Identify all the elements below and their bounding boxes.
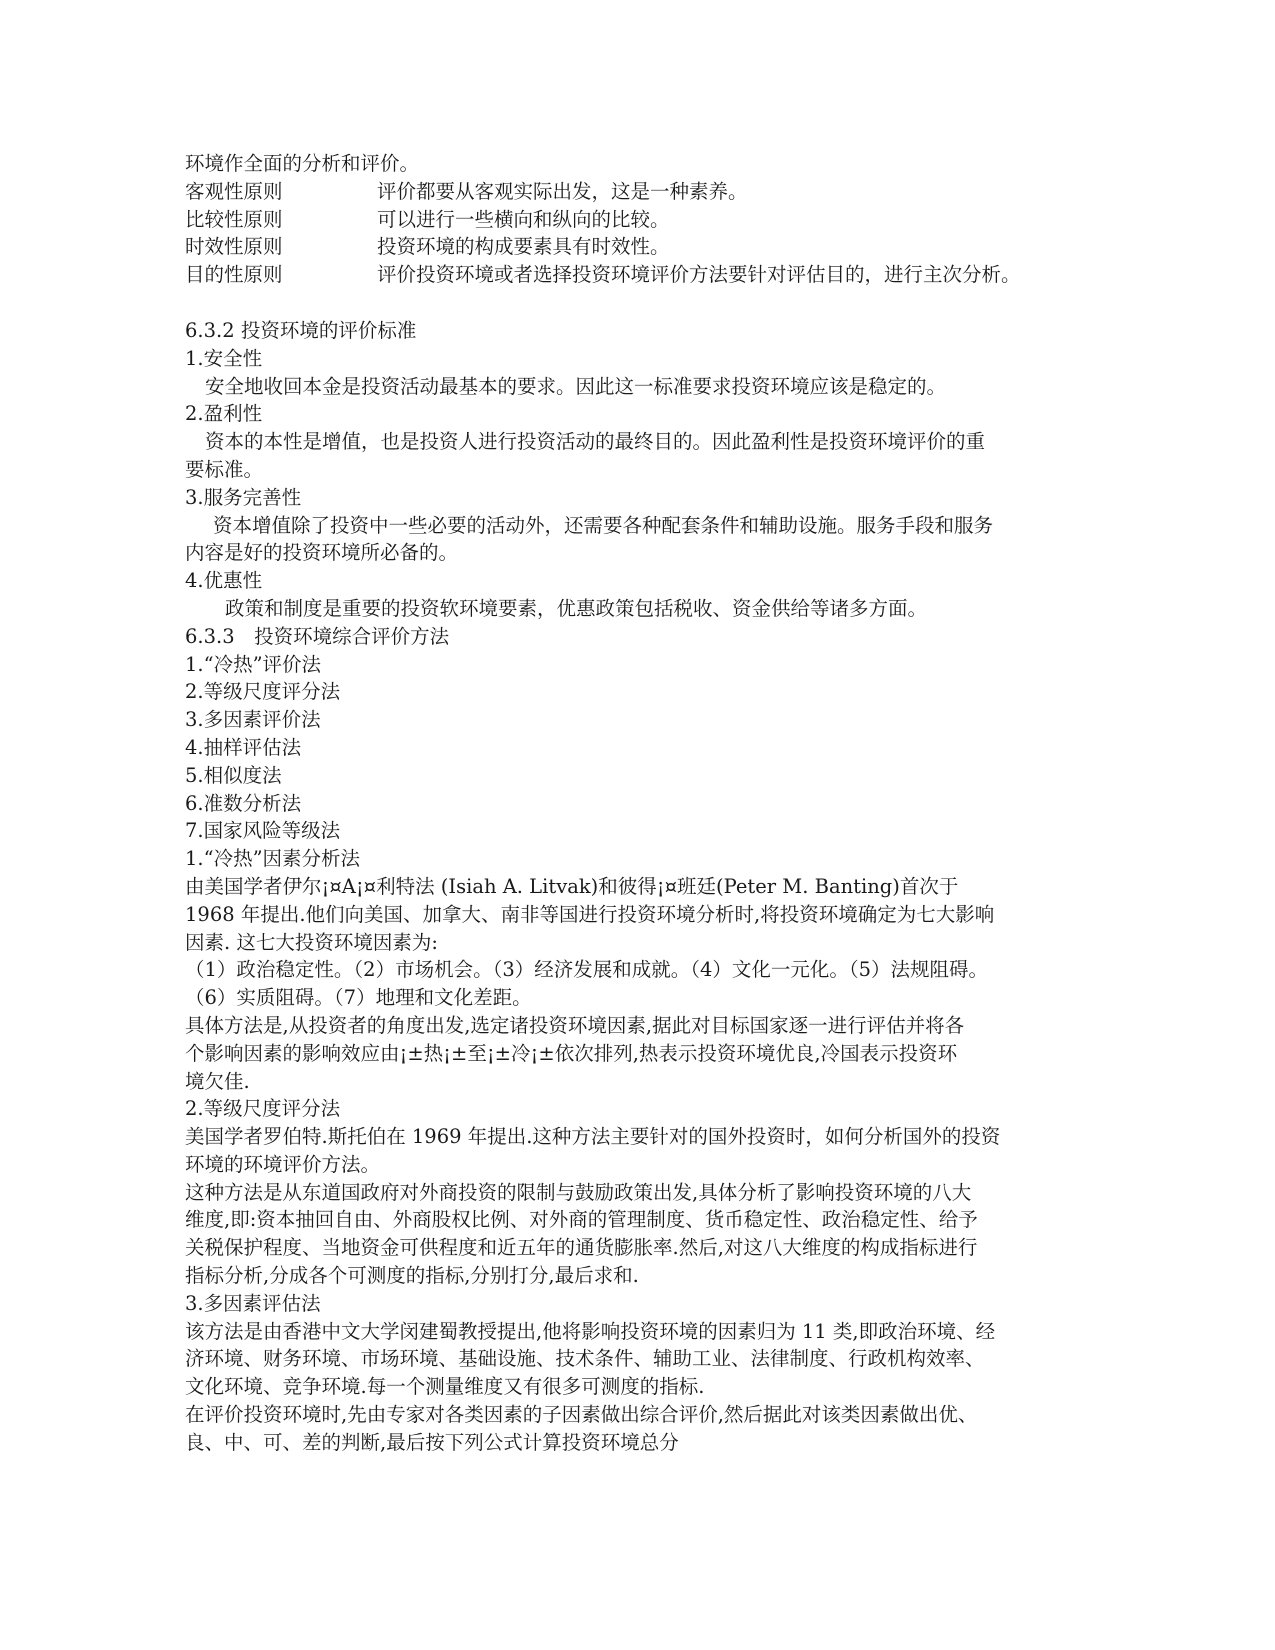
paragraph-line: 个影响因素的影响效应由¡±热¡±至¡±冷¡±依次排列,热表示投资环境优良,冷国表示投资环: [185, 1041, 958, 1065]
method-item: 3.多因素评价法: [185, 708, 321, 732]
principle-desc: 可以进行一些横向和纵向的比较。: [377, 207, 670, 231]
principle-name: 客观性原则: [185, 179, 283, 203]
paragraph-line: 指标分析,分成各个可测度的指标,分别打分,最后求和.: [185, 1264, 639, 1288]
principle-row: [185, 178, 1085, 206]
criterion-title: 2.盈利性: [185, 402, 263, 426]
principle-desc: 投资环境的构成要素具有时效性。: [377, 235, 670, 259]
spacer: [185, 289, 1085, 317]
method-item: 7.国家风险等级法: [185, 819, 341, 843]
method-item: 6.准数分析法: [185, 791, 302, 815]
paragraph-line: 该方法是由香港中文大学闵建蜀教授提出,他将影响投资环境的因素归为 11 类,即政治环境、经: [185, 1319, 996, 1343]
paragraph-line: 1968 年提出.他们向美国、加拿大、南非等国进行投资环境分析时,将投资环境确定为七大影响: [185, 902, 995, 926]
principle-row: [185, 206, 1085, 234]
principle-name: 时效性原则: [185, 235, 283, 259]
principles-list: [185, 178, 1085, 289]
subsection-title: 1.“冷热”因素分析法: [185, 847, 361, 871]
criterion-title: 4.优惠性: [185, 569, 263, 593]
paragraph-line: 境欠佳.: [185, 1069, 250, 1093]
paragraph-line: 文化环境、竞争环境.每一个测量维度又有很多可测度的指标.: [185, 1375, 705, 1399]
paragraph-line: 在评价投资环境时,先由专家对各类因素的子因素做出综合评价,然后据此对该类因素做出优、: [185, 1403, 978, 1427]
paragraph-line: 良、中、可、差的判断,最后按下列公式计算投资环境总分: [185, 1430, 679, 1454]
section-heading-633: 6.3.3 投资环境综合评价方法: [185, 624, 450, 648]
paragraph-line: 这种方法是从东道国政府对外商投资的限制与鼓励政策出发,具体分析了影响投资环境的八大: [185, 1180, 972, 1204]
paragraph-line: （6）实质阻碍。（7）地理和文化差距。: [185, 986, 532, 1010]
paragraph-line: 济环境、财务环境、市场环境、基础设施、技术条件、辅助工业、法律制度、行政机构效率、: [185, 1347, 985, 1371]
intro-line: 环境作全面的分析和评价。: [185, 152, 420, 175]
criterion-text: 内容是好的投资环境所必备的。: [185, 541, 459, 565]
criterion-text: 资本增值除了投资中一些必要的活动外，还需要各种配套条件和辅助设施。服务手段和服务: [213, 513, 994, 537]
principle-desc: 评价投资环境或者选择投资环境评价方法要针对评估目的，进行主次分析。: [377, 263, 1021, 287]
principle-desc: 评价都要从客观实际出发，这是一种素养。: [377, 179, 748, 203]
paragraph-line: 因素. 这七大投资环境因素为:: [185, 930, 438, 954]
method-item: 4.抽样评估法: [185, 735, 302, 759]
paragraph-line: 美国学者罗伯特.斯托伯在 1969 年提出.这种方法主要针对的国外投资时，如何分析国外的投资: [185, 1125, 1001, 1149]
paragraph-line: 关税保护程度、当地资金可供程度和近五年的通货膨胀率.然后,对这八大维度的构成指标进行: [185, 1236, 978, 1260]
criterion-title: 1.安全性: [185, 346, 263, 370]
paragraph-line: （1）政治稳定性。（2）市场机会。（3）经济发展和成就。（4）文化一元化。（5）法规阻碍。: [185, 958, 989, 982]
criterion-text: 资本的本性是增值，也是投资人进行投资活动的最终目的。因此盈利性是投资环境评价的重: [205, 430, 986, 454]
principle-name: 比较性原则: [185, 207, 283, 231]
document-page: [185, 150, 1085, 1457]
subsection-title: 3.多因素评估法: [185, 1291, 321, 1315]
paragraph-line: 维度,即:资本抽回自由、外商股权比例、对外商的管理制度、货币稳定性、政治稳定性、给予: [185, 1208, 978, 1232]
criterion-text: 要标准。: [185, 457, 264, 481]
paragraph-line: 具体方法是,从投资者的角度出发,选定诸投资环境因素,据此对目标国家逐一进行评估并将各: [185, 1013, 965, 1037]
method-item: 2.等级尺度评分法: [185, 680, 341, 704]
principle-name: 目的性原则: [185, 263, 283, 287]
method-item: 5.相似度法: [185, 763, 282, 787]
method-item: 1.“冷热”评价法: [185, 652, 322, 676]
paragraph-line: 由美国学者伊尔¡¤A¡¤利特法 (Isiah A. Litvak)和彼得¡¤班廷(Peter M. Banting)首次于: [185, 874, 959, 898]
principle-row: [185, 261, 1085, 289]
criterion-text: 安全地收回本金是投资活动最基本的要求。因此这一标准要求投资环境应该是稳定的。: [205, 374, 947, 398]
section-heading-632: 6.3.2 投资环境的评价标准: [185, 318, 417, 342]
criterion-text: 政策和制度是重要的投资软环境要素，优惠政策包括税收、资金供给等诸多方面。: [225, 596, 928, 620]
subsection-title: 2.等级尺度评分法: [185, 1097, 341, 1121]
criterion-title: 3.服务完善性: [185, 485, 302, 509]
principle-row: [185, 233, 1085, 261]
paragraph-line: 环境的环境评价方法。: [185, 1152, 381, 1176]
